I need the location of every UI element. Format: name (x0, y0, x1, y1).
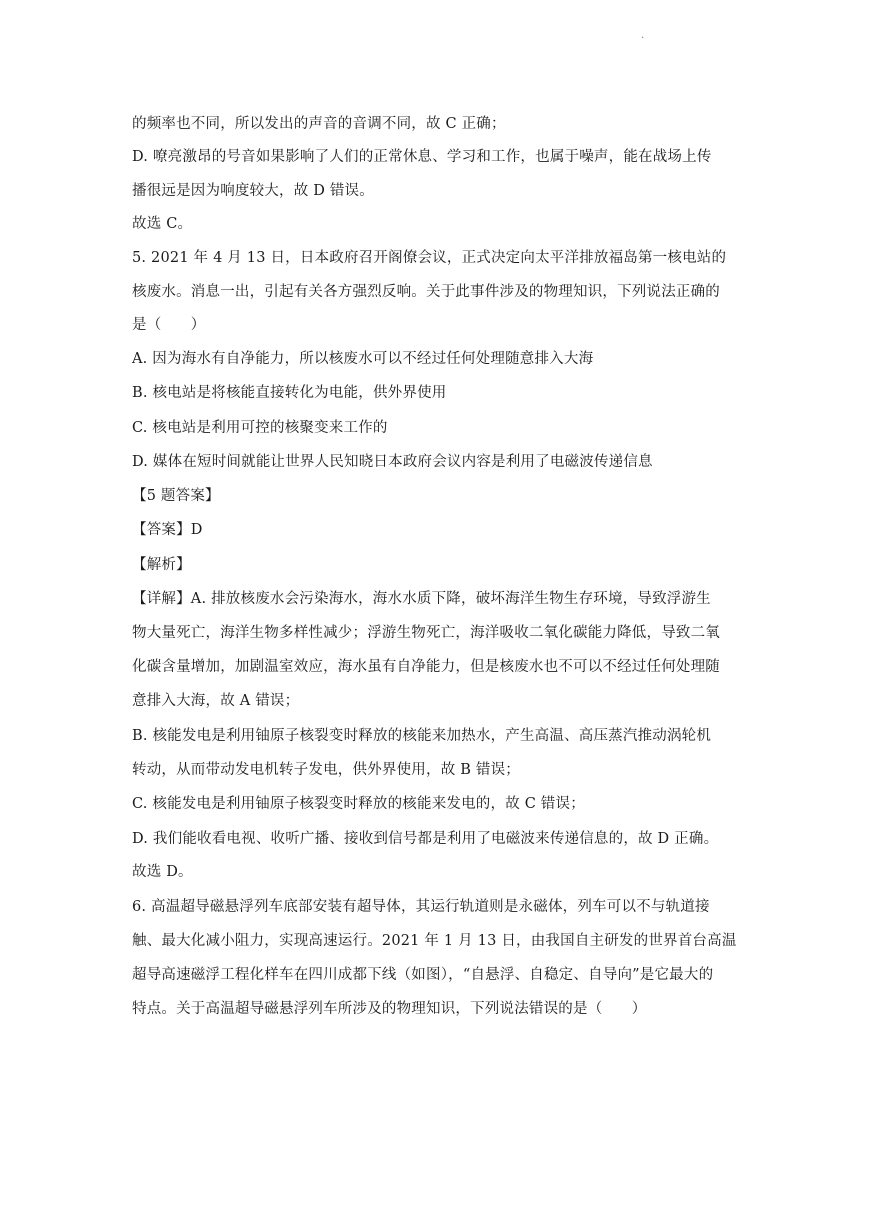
question-6-stem-line-4: 特点。关于高温超导磁悬浮列车所涉及的物理知识，下列说法错误的是（ ） (132, 1001, 647, 1017)
question-5-stem-line-1: 5. 2021 年 4 月 13 日，日本政府召开阁僚会议，正式决定向太平洋排放福岛第一核电站的 (132, 250, 727, 266)
question-5-option-a: A. 因为海水有自净能力，所以核废水可以不经过任何处理随意排入大海 (132, 351, 594, 367)
question-5-stem-line-2: 核废水。消息一出，引起有关各方强烈反响。关于此事件涉及的物理知识，下列说法正确的 (132, 284, 720, 300)
text-line-q4-d-analysis: D. 嘹亮激昂的号音如果影响了人们的正常休息、学习和工作，也属于噪声，能在战场上传 (132, 149, 712, 165)
answer-heading: 【5 题答案】 (132, 488, 220, 504)
analysis-heading: 【解析】 (132, 557, 191, 573)
question-5-final-answer: 故选 D。 (132, 864, 193, 880)
detail-c-line: C. 核能发电是利用铀原子核裂变时释放的核能来发电的，故 C 错误； (132, 796, 585, 812)
text-line-q4-c-conclusion: 的频率也不同，所以发出的声音的音调不同，故 C 正确； (132, 116, 506, 132)
header-dot: . (641, 30, 645, 41)
detail-a-line-1: 【详解】A. 排放核废水会污染海水，海水水质下降，破坏海洋生物生存环境，导致浮游生 (132, 591, 711, 607)
answer-value: 【答案】D (132, 522, 203, 538)
text-line-q4-answer: 故选 C。 (132, 216, 193, 232)
question-5-stem-line-3: 是（ ） (132, 317, 206, 333)
detail-b-line-2: 转动，从而带动发电机转子发电，供外界使用，故 B 错误； (132, 762, 520, 778)
detail-a-line-3: 化碳含量增加，加剧温室效应，海水虽有自净能力，但是核废水也不可以不经过任何处理随 (132, 659, 720, 675)
text-line-q4-d-conclusion: 播很远是因为响度较大，故 D 错误。 (132, 183, 374, 199)
detail-b-line-1: B. 核能发电是利用铀原子核裂变时释放的核能来加热水，产生高温、高压蒸汽推动涡轮机 (132, 728, 712, 744)
question-6-stem-line-1: 6. 高温超导磁悬浮列车底部安装有超导体，其运行轨道则是永磁体，列车可以不与轨道接 (132, 899, 710, 915)
question-5-option-c: C. 核电站是利用可控的核聚变来工作的 (132, 420, 388, 436)
question-6-stem-line-3: 超导高速磁浮工程化样车在四川成都下线（如图），“自悬浮、自稳定、自导向”是它最大的 (132, 967, 714, 983)
detail-d-line: D. 我们能收看电视、收听广播、接收到信号都是利用了电磁波来传递信息的，故 D 正确。 (132, 831, 719, 847)
question-5-option-d: D. 媒体在短时间就能让世界人民知晓日本政府会议内容是利用了电磁波传递信息 (132, 454, 653, 470)
detail-a-line-2: 物大量死亡，海洋生物多样性减少；浮游生物死亡，海洋吸收二氧化碳能力降低，导致二氧 (132, 625, 720, 641)
question-5-option-b: B. 核电站是将核能直接转化为电能，供外界使用 (132, 385, 447, 401)
question-6-stem-line-2: 触、最大化减小阻力，实现高速运行。2021 年 1 月 13 日，由我国自主研发的世界首台高温 (132, 933, 737, 949)
detail-a-line-4: 意排入大海，故 A 错误； (132, 693, 300, 709)
